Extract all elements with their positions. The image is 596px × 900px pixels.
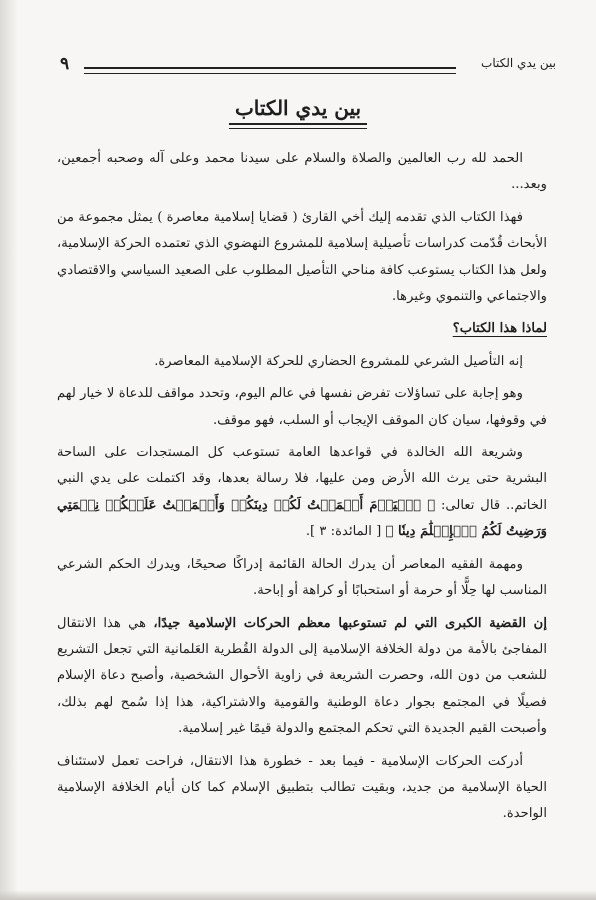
header-rule — [84, 67, 456, 74]
paragraph-key-issue — [57, 611, 547, 743]
bold-statement: إن القضية الكبرى التي لم تستوعبها معظم الحركات الإسلامية جيدًا، — [153, 615, 547, 631]
paragraph-text: هي هذا الانتقال المفاجئ بالأمة من دولة الخلافة الإسلامية إلى الدولة القُطرية العَلمانية التي تجعل التشريع للشعب من دون الله، وحصرت الشريعة في زاوية الأحوال الشخصية، وأصبح دعاة الإسلام فصيلًا في المجتمع بجوار دعاة الوطنية والقومية والاشتراكية، هذا إذا سُمح لهم بذلك، وأصبحت القيم الجديدة التي تحكم المجتمع والدولة قيمًا غير إسلامية. — [57, 615, 547, 737]
paragraph: وهو إجابة على تساؤلات تفرض نفسها في عالم اليوم، وتحدد مواقف للدعاة لا خيار لهم في وقوفها، سيان كان الموقف الإيجاب أو السلب، فهو موقف. — [57, 386, 547, 428]
paragraph: ومهمة الفقيه المعاصر أن يدرك الحالة القائمة إدراكًا صحيحًا، ويدرك الحكم الشرعي المناسب لها حِلًّا أو حرمة أو استحبابًا أو كراهة أو إباحة. — [57, 556, 547, 599]
running-title: بين يدي الكتاب — [481, 56, 556, 70]
chapter-title — [0, 96, 596, 125]
paragraph-with-verse — [57, 440, 547, 546]
page-number: ٩ — [60, 54, 70, 74]
section-heading: لماذا هذا الكتاب؟ — [452, 321, 547, 337]
running-header — [60, 52, 556, 82]
quran-verse: ﴿ ٱلۡيَوۡمَ أَكۡمَلۡتُ لَكُمۡ دِينَكُمۡ وَأَتۡمَمۡتُ عَلَيۡكُمۡ نِعۡمَتِي وَرَضِيتُ لَكُمُ ٱلۡإِسۡلَٰمَ دِينٗا ﴾ — [57, 497, 547, 540]
paragraph-text: وشريعة الله الخالدة في قواعدها العامة تستوعب كل المستجدات على الساحة البشرية حتى يرث الله الأرض ومن عليها، فلا رسالة بعدها، وقد اكتملت على يدي النبي الخاتم.. قال تعالى: — [57, 445, 547, 513]
chapter-title-text: بين يدي الكتاب — [229, 96, 367, 125]
paragraph: أدركت الحركات الإسلامية - فيما بعد - خطورة هذا الانتقال، فراحت تعمل لاستئناف الحياة الإسلامية من جديد، وبقيت تطالب بتطبيق الإسلام كما كان أيام الخلافة الإسلامية الواحدة. — [57, 753, 547, 822]
paragraph: الحمد لله رب العالمين والصلاة والسلام على سيدنا محمد وعلى آله وصحبه أجمعين، وبعد... — [57, 151, 547, 193]
verse-reference: [ المائدة: ٣ ]. — [305, 524, 382, 540]
paragraph: إنه التأصيل الشرعي للمشروع الحضاري للحركة الإسلامية المعاصرة. — [154, 353, 523, 369]
body-text — [57, 146, 547, 834]
paragraph: فهذا الكتاب الذي تقدمه إليك أخي القارئ ( قضايا إسلامية معاصرة ) يمثل مجموعة من الأبحاث قُدّمت كدراسات تأصيلية إسلامية للمشروع النهضوي الذي تعتمده الحركة الإسلامية، ولعل هذا الكتاب يستوعب كافة مناحي التأصيل المطلوب على الصعيد السياسي والاقتصادي والاجتماعي والتنموي وغيرها. — [57, 209, 547, 305]
page-bottom-edge — [0, 890, 596, 900]
